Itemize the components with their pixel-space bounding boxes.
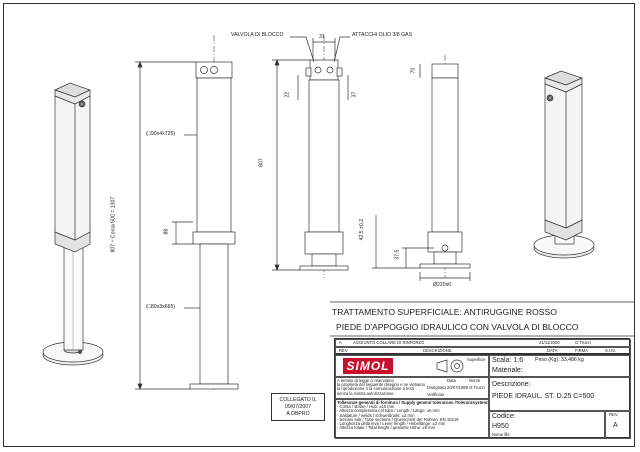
revision-table xyxy=(334,338,630,354)
front-view-retracted xyxy=(272,35,350,278)
side-view-extended xyxy=(135,35,238,390)
scale-text: Scala: 1:6 xyxy=(492,357,524,364)
sig-nome-header: Nome xyxy=(469,378,481,383)
rev-header-desc: DESCRIZIONE xyxy=(423,348,452,353)
dim-22: 22 xyxy=(284,91,291,98)
dim-tube-top: (□90x4x725) xyxy=(146,131,176,137)
rev-field-label: REV. xyxy=(609,412,619,417)
approval-stamp: COLLEGATO IL 09/07/2007 A OBPRO xyxy=(271,393,325,421)
description-value: PIEDE IDRAUL. ST. D.25 C=500 xyxy=(492,393,595,400)
dim-tube-bottom: (□80x3x665) xyxy=(146,304,176,310)
legal-notice: A termini di legge ci riserviamo la proprietà del seguente disegno e ne vietiamo la riproduzione o la comunicazione a terzi senza la nostra autorizzazione. xyxy=(337,378,425,396)
rev-header-data: DATA xyxy=(547,348,558,353)
simol-logo: SIMOL xyxy=(343,358,393,374)
iso-view-retracted xyxy=(534,71,594,258)
dim-42: 42,5 ±0,2 xyxy=(359,218,366,241)
dim-collar: 88 xyxy=(163,228,170,235)
surface-treatment: TRATTAMENTO SUPERFICIALE: ANTIRUGGINE ROSSO xyxy=(332,307,557,317)
callout-oil: ATTACCHI OLIO 3/8 GAS xyxy=(352,32,413,38)
rev-header-firma: FIRMA xyxy=(575,348,589,353)
rev-header-rev: REV xyxy=(339,348,348,353)
weight-text: Peso (Kg): 33,486 kg xyxy=(535,357,584,363)
dim-70: 70 xyxy=(410,67,417,74)
rev-letter: A xyxy=(339,340,342,345)
title-block xyxy=(334,354,630,438)
dim-37: 37 xyxy=(351,91,358,98)
filename-label: Nome file xyxy=(492,432,510,437)
side-view-retracted xyxy=(372,55,470,281)
dim-stroke: 807 ÷ Corsa 500 = 1307 xyxy=(110,196,117,253)
material-label: Materiale: xyxy=(492,367,523,374)
rev-header-sum: S.I.M. xyxy=(605,348,616,353)
projection-symbol xyxy=(435,358,465,374)
rev-desc: AGGIUNTO COLLARE DI RINFORZO xyxy=(353,340,425,345)
description-label: Descrizione: xyxy=(492,381,531,388)
rev-author: O.Truzzi xyxy=(575,340,591,345)
surface-label: Superficie xyxy=(467,357,486,362)
signature-table: Data Nome Disegnato 20/07/1999 O.Truzzi Verificato xyxy=(427,378,485,397)
code-value: H950 xyxy=(492,423,509,430)
sig-data-header: Data xyxy=(447,378,456,383)
tolerances-notes: Tolleranze generali di fornitura / Supply general tolerances /Toleranzsystem: - Corsa / stroke / Hub: ±10 mm - Altezza complessiva col tubo / Length / Länge: ±5 mm - Saldature / welds / Schweißnaht: ±2 mm - Sezioni tubi / Tube sections / Querschnitt der Rohren: EN 10219 - Lunghezza della leva / Lever length / Hebellänge: ±2 mm - Altezza totale / Total height / gesamte Höhe: ±5 mm xyxy=(337,400,489,431)
rev-date: 21/11/2000 xyxy=(539,340,560,345)
callout-valve: VALVOLA DI BLOCCO xyxy=(231,32,284,38)
product-title: PIEDE D'APPOGGIO IDRAULICO CON VALVOLA DI BLOCCO xyxy=(336,322,579,332)
dim-31: 31 xyxy=(319,34,325,40)
dim-base: Ø220x6 xyxy=(433,282,452,288)
iso-view-extended xyxy=(43,83,103,365)
dim-807: 807 xyxy=(258,158,265,167)
rev-field-value: A xyxy=(613,422,618,429)
code-label: Codice: xyxy=(492,413,516,420)
dim-37b: 37,5 xyxy=(394,249,401,260)
